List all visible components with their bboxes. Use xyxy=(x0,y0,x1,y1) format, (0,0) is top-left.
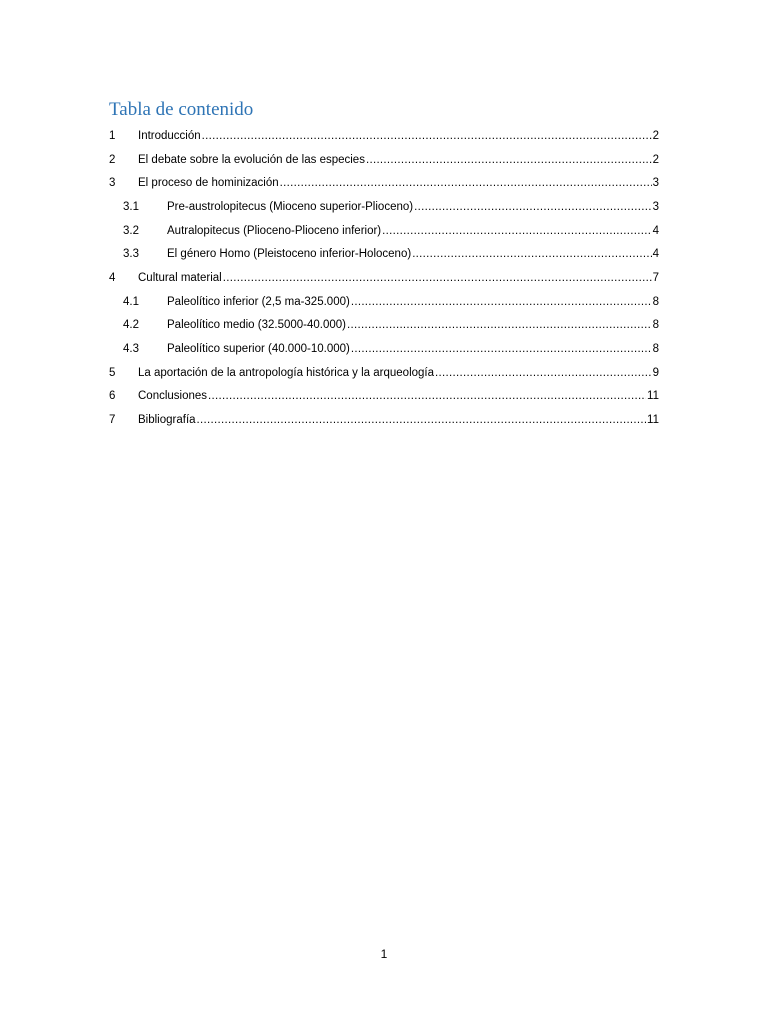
toc-entry-number: 3 xyxy=(109,177,116,190)
toc-entry-page: 3 xyxy=(652,200,659,213)
toc-entry-link[interactable] xyxy=(138,148,659,172)
toc-entry-page: 4 xyxy=(652,248,659,261)
toc-entry-text: Bibliografía xyxy=(138,414,196,427)
toc-entry-3-3[interactable] xyxy=(109,242,659,266)
dot-leader xyxy=(202,130,652,142)
dot-leader xyxy=(412,248,651,260)
toc-entry-link[interactable] xyxy=(167,290,659,314)
toc-entry-text: Paleolítico superior (40.000-10.000) xyxy=(167,343,350,356)
toc-entry-number: 4.2 xyxy=(123,319,139,332)
toc-entry-5[interactable] xyxy=(109,361,659,385)
page-number: 1 xyxy=(380,947,388,961)
toc-entry-text: Conclusiones xyxy=(138,390,208,403)
toc-entry-number: 4.1 xyxy=(123,295,139,308)
toc-entry-link[interactable] xyxy=(138,171,659,195)
toc-entry-number: 3.2 xyxy=(123,224,139,237)
toc-entry-page: 8 xyxy=(652,319,659,332)
toc-entry-number: 1 xyxy=(109,129,116,142)
toc-entry-2[interactable] xyxy=(109,148,659,172)
toc-entry-link[interactable] xyxy=(138,124,659,148)
toc-entry-page: 2 xyxy=(652,129,659,142)
toc-entry-number: 4.3 xyxy=(123,343,139,356)
toc-entry-4-3[interactable] xyxy=(109,337,659,361)
toc-entry-link[interactable] xyxy=(138,408,659,432)
dot-leader xyxy=(382,225,651,237)
toc-entry-link[interactable] xyxy=(138,266,659,290)
toc-entry-link[interactable] xyxy=(167,219,659,243)
toc-entry-4-1[interactable] xyxy=(109,290,659,314)
toc-entry-number: 6 xyxy=(109,390,116,403)
toc-entry-text: El debate sobre la evolución de las especies xyxy=(138,153,365,166)
toc-entry-text: La aportación de la antropología histórica y la arqueología xyxy=(138,366,435,379)
toc-entry-4[interactable] xyxy=(109,266,659,290)
toc-entry-number: 4 xyxy=(109,271,116,284)
toc-entry-link[interactable] xyxy=(138,361,659,385)
toc-entry-text: El proceso de hominización xyxy=(138,177,279,190)
toc-entry-text: Introducción xyxy=(138,129,201,142)
dot-leader xyxy=(208,390,646,402)
toc-entry-page: 11 xyxy=(647,414,659,427)
toc-entry-7[interactable] xyxy=(109,408,659,432)
dot-leader xyxy=(280,177,652,189)
toc-entry-link[interactable] xyxy=(167,242,659,266)
toc-entry-page: 11 xyxy=(647,390,659,403)
toc-entry-1[interactable] xyxy=(109,124,659,148)
toc-entry-page: 3 xyxy=(652,177,659,190)
toc-entry-6[interactable] xyxy=(109,385,659,409)
toc-entry-link[interactable] xyxy=(138,385,659,409)
toc-entry-page: 2 xyxy=(652,153,659,166)
toc-entry-text: Paleolítico medio (32.5000-40.000) xyxy=(167,319,347,332)
toc-entry-text: Paleolítico inferior (2,5 ma-325.000) xyxy=(167,295,350,308)
toc-entry-page: 7 xyxy=(652,271,659,284)
toc-entry-3-1[interactable] xyxy=(109,195,659,219)
toc-entry-3-2[interactable] xyxy=(109,219,659,243)
toc-entry-text: El género Homo (Pleistoceno inferior-Holoceno) xyxy=(167,248,412,261)
toc-entry-link[interactable] xyxy=(167,314,659,338)
toc-entry-number: 3.3 xyxy=(123,248,139,261)
dot-leader xyxy=(223,272,652,284)
dot-leader xyxy=(347,319,652,331)
toc-entry-number: 2 xyxy=(109,153,116,166)
toc-entry-text: Autralopitecus (Plioceno-Plioceno inferior) xyxy=(167,224,382,237)
toc-entry-text: Cultural material xyxy=(138,271,222,284)
toc-entry-4-2[interactable] xyxy=(109,314,659,338)
dot-leader xyxy=(366,154,652,166)
dot-leader xyxy=(197,414,647,426)
toc-entry-link[interactable] xyxy=(167,337,659,361)
toc-entry-number: 3.1 xyxy=(123,200,139,213)
toc-entry-page: 8 xyxy=(652,343,659,356)
toc-entry-number: 7 xyxy=(109,414,116,427)
toc-entry-link[interactable] xyxy=(167,195,659,219)
dot-leader xyxy=(351,296,652,308)
table-of-contents xyxy=(109,124,659,432)
dot-leader xyxy=(435,367,652,379)
toc-entry-text: Pre-austrolopitecus (Mioceno superior-Plioceno) xyxy=(167,200,414,213)
dot-leader xyxy=(414,201,652,213)
toc-title: Tabla de contenido xyxy=(109,99,254,120)
dot-leader xyxy=(351,343,652,355)
toc-entry-number: 5 xyxy=(109,366,116,379)
toc-entry-page: 9 xyxy=(652,366,659,379)
toc-entry-page: 8 xyxy=(652,295,659,308)
toc-entry-3[interactable] xyxy=(109,171,659,195)
toc-entry-page: 4 xyxy=(652,224,659,237)
